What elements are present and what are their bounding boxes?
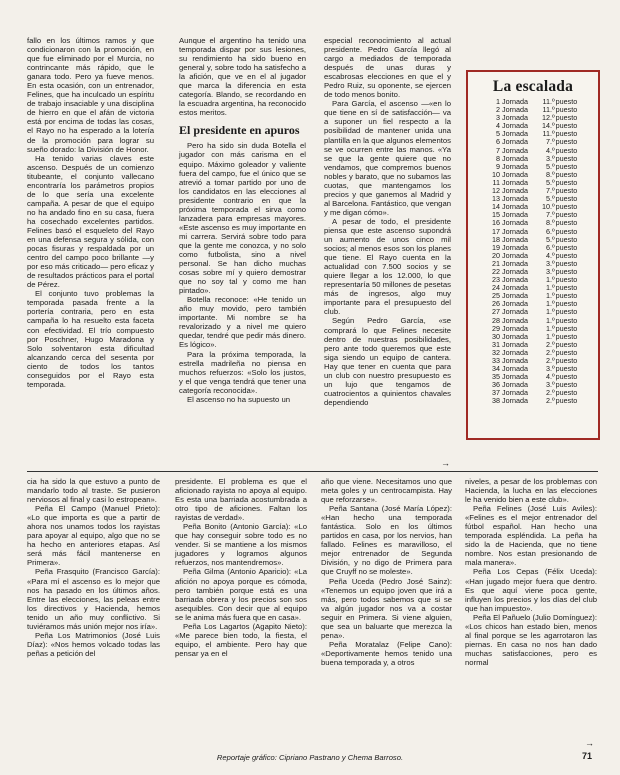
matchday-label: Jornada bbox=[502, 105, 528, 115]
paragraph: fallo en los últimos ramos y que condicionaron con la promoción, en que fue eliminado por el Murcia, no contrincante más rápido, que le ganara todo. Pero ya fueve menos. En esta ocasión, con un entrenador, Felines, que ha inculcado un espíritu de trabajo insaciable y una disciplina de hierro en que el afán de victoria está por encima de todas las cosas, el Rayo no ha esperado a la lotería de la promoción para lograr su sueño dorado: la División de Honor. bbox=[27, 36, 154, 154]
position-value: 14.º bbox=[542, 121, 555, 131]
paragraph: Peña Los Matrimonios (José Luis Díaz): «Nos hemos volcado todas las peñas a petición del bbox=[27, 630, 160, 658]
matchday-number: 19 bbox=[492, 242, 500, 252]
position-value: 12.º bbox=[542, 113, 555, 123]
matchday-label: Jornada bbox=[502, 266, 528, 276]
position-value: 5.º bbox=[546, 194, 555, 204]
position-label: puesto bbox=[555, 186, 578, 196]
position-label: puesto bbox=[555, 299, 578, 309]
matchday-number: 12 bbox=[492, 186, 500, 196]
matchday-number: 38 bbox=[492, 396, 500, 406]
paragraph: Ha tenido varias claves este ascenso. Después de un comienzo titubeante, el conjunto vallecano encontraría los parámetros propios de lo que sería una excelente campaña. A pesar de que el equipo no ha andado fino en su casa, fuera ha cosechado excelentes partidos. Felines basó el esqueleto del Rayo en una defensa segura y sólida, con pocas fisuras y respaldada por un centro del campo poco brillante —y por eso más criticado— pero eficaz y de resultados prácticos para el portal de Pérez. bbox=[27, 153, 154, 290]
paragraph: especial reconocimiento al actual presidente. Pedro García llegó al cargo a mediados de temporada después de unas duras y escabrosas elecciones en que el y Pedro Ruiz, su oponente, se ejercen de todo menos bonito. bbox=[324, 36, 451, 100]
position-value: 1.º bbox=[546, 315, 555, 325]
matchday-number: 35 bbox=[492, 372, 500, 382]
matchday-label: Jornada bbox=[502, 153, 528, 163]
paragraph: Peña Los Lagartos (Agapito Nieto): «Me parece bien todo, la fiesta, el equipo, el ambiente. Pero hay que pensar ya en el bbox=[175, 621, 307, 658]
position-value: 4.º bbox=[546, 145, 555, 155]
position-value: 11.º bbox=[542, 129, 555, 139]
matchday-label: Jornada bbox=[502, 291, 528, 301]
matchday-label: Jornada bbox=[502, 331, 528, 341]
position-value: 8.º bbox=[546, 218, 555, 228]
matchday-label: Jornada bbox=[502, 372, 528, 382]
position-label: puesto bbox=[555, 331, 578, 341]
position-value: 3.º bbox=[546, 258, 555, 268]
matchday-label: Jornada bbox=[502, 242, 528, 252]
paragraph: Peña Felines (José Luis Aviles): «Felines es el mejor entrenador del fútbol español. Han hecho una temporada espléndida. La peña ha sido la de Hacienda, que no tiene nombre. Nos estan presionando de mala manera». bbox=[465, 504, 597, 568]
matchday-number: 21 bbox=[492, 258, 500, 268]
matchday-label: Jornada bbox=[502, 210, 528, 220]
matchday-number: 31 bbox=[492, 339, 500, 349]
article-column-2 bbox=[179, 36, 306, 404]
paragraph: Peña Santana (José María López): «Han hecho una temporada fantástica. Solo en los últimos partidos en casa, por los nervios, han fallado. Felines es maravilloso, el mejor entrenador de Segunda División, y no digo de Primera para que Cruyff no se moleste». bbox=[321, 504, 452, 577]
article-column-3 bbox=[324, 36, 451, 407]
matchday-number: 27 bbox=[492, 307, 500, 317]
position-label: puesto bbox=[555, 218, 578, 228]
position-label: puesto bbox=[555, 283, 578, 293]
la-escalada-box bbox=[466, 70, 600, 440]
position-value: 6.º bbox=[546, 242, 555, 252]
position-value: 1.º bbox=[546, 291, 555, 301]
position-value: 1.º bbox=[546, 307, 555, 317]
fans-column-2 bbox=[175, 477, 307, 658]
position-label: puesto bbox=[555, 153, 578, 163]
position-value: 7.º bbox=[546, 210, 555, 220]
photo-credit: Reportaje gráfico: Cipriano Pastrano y Chema Barroso. bbox=[216, 753, 404, 762]
paragraph: Peña Bonito (Antonio García): «Lo que hay conseguir sobre todo es no vender. Si se mantiene a los mismos jugadores y logramos algunos refuerzos, nos mantendremos». bbox=[175, 522, 307, 568]
paragraph: Aunque el argentino ha tenido una temporada dispar por sus lesiones, su rendimiento ha sido bueno en general y, sobre todo ha satisfecho a la afición, que ve en el al jugador que marca la diferencia en esta categoría. Blando, se recordando en la escuadra argentina, ha reconocido estos meritos. bbox=[179, 36, 306, 118]
position-label: puesto bbox=[555, 388, 578, 398]
matchday-number: 26 bbox=[492, 299, 500, 309]
matchday-number: 24 bbox=[492, 283, 500, 293]
matchday-number: 5 bbox=[496, 129, 500, 139]
position-label: puesto bbox=[555, 356, 578, 365]
position-value: 11.º bbox=[542, 105, 555, 115]
matchday-number: 4 bbox=[496, 121, 500, 131]
position-value: 3.º bbox=[546, 364, 555, 374]
position-label: puesto bbox=[555, 339, 578, 349]
position-value: 5.º bbox=[546, 234, 555, 244]
paragraph: Pero ha sido sin duda Botella el jugador con más carisma en el equipo. Máximo goleador y valiente fuera del campo, fue el único que se atrevió a tomar partido por uno de los candidatos en las elecciones al presidente contrario en que la próxima temporada el sirva como lanzadera para empresas mayores. «Este ascenso es muy importante en mi carrera. Servirá sobre todo para que la gente me conozca, y no solo como futbolista, sino a nivel personal. Se han dicho muchas cosas sobre mí y quiero demostrar que no soy tal y como me han pintado». bbox=[179, 141, 306, 296]
matchday-number: 16 bbox=[492, 218, 500, 228]
matchday-number: 6 bbox=[496, 137, 500, 147]
position-label: puesto bbox=[555, 396, 578, 406]
position-label: puesto bbox=[555, 234, 578, 244]
position-value: 3.º bbox=[546, 153, 555, 163]
matchday-number: 17 bbox=[492, 226, 500, 236]
matchday-label: Jornada bbox=[502, 356, 528, 365]
paragraph: Peña El Pañuelo (Julio Domínguez): «Los chicos han estado bien, menos al final porque se les agarrotaron las piernas. En casa no nos han dado muchas satisfacciones, pero es normal bbox=[465, 612, 597, 667]
position-label: puesto bbox=[555, 364, 578, 374]
matchday-number: 7 bbox=[496, 145, 500, 155]
paragraph: presidente. El problema es que el aficionado rayista no apoya al equipo. Es esta una barriada acostumbrada a otro tipo de aficiones. Faltan los rayistas de verdad». bbox=[175, 477, 307, 523]
matchday-number: 3 bbox=[496, 113, 500, 123]
position-label: puesto bbox=[555, 210, 578, 220]
position-value: 6.º bbox=[546, 226, 555, 236]
continue-arrow-top: → bbox=[441, 458, 450, 468]
position-label: puesto bbox=[555, 161, 578, 171]
matchday-number: 28 bbox=[492, 315, 500, 325]
position-label: puesto bbox=[555, 291, 578, 301]
position-value: 2.º bbox=[546, 356, 555, 365]
matchday-number: 36 bbox=[492, 380, 500, 390]
matchday-number: 30 bbox=[492, 331, 500, 341]
paragraph: Según Pedro García, «se comprará lo que Felines necesite dentro de nuestras posibilidades, pero ante todo queremos que este siga siendo un equipo de cantera. Hay que tener en cuenta que para un club con nuestro presupuesto es un lujo que tengamos de cuatrocientos a quinientos chavales dependiendo bbox=[324, 316, 451, 407]
matchday-number: 18 bbox=[492, 234, 500, 244]
section-divider bbox=[27, 471, 598, 472]
position-label: puesto bbox=[555, 113, 578, 123]
matchday-label: Jornada bbox=[502, 194, 528, 204]
position-label: puesto bbox=[555, 129, 578, 139]
position-label: puesto bbox=[555, 266, 578, 276]
matchday-label: Jornada bbox=[502, 380, 528, 390]
matchday-number: 22 bbox=[492, 266, 500, 276]
matchday-label: Jornada bbox=[502, 218, 528, 228]
matchday-label: Jornada bbox=[502, 250, 528, 260]
position-value: 1.º bbox=[546, 331, 555, 341]
position-value: 8.º bbox=[546, 169, 555, 179]
position-value: 10.º bbox=[542, 202, 555, 212]
position-label: puesto bbox=[555, 137, 578, 147]
position-value: 7.º bbox=[546, 137, 555, 147]
paragraph: cia ha sido la que estuvo a punto de mandarlo todo al traste. Se pusieron nerviosos al final y casi lo estropean». bbox=[27, 477, 160, 505]
paragraph: Para García, el ascenso —«en lo que tiene en sí de satisfacción— va a suponer un fiel respecto a la posibilidad de mantener unida una plantilla en la que algunos elementos se ve ocurren entre las manos. «Ya se que la gente quiere que no vendamos, que compremos buenos nobles y barato, que no subamos las cuotas, que mantengamos los precios y que ganemos al Madrid y al Barcelona. Fantástico, que vengan y me digan cómo». bbox=[324, 99, 451, 217]
position-label: puesto bbox=[555, 169, 578, 179]
position-value: 4.º bbox=[546, 372, 555, 382]
matchday-label: Jornada bbox=[502, 121, 528, 131]
matchday-number: 34 bbox=[492, 364, 500, 374]
fans-column-4 bbox=[465, 477, 597, 667]
matchday-number: 13 bbox=[492, 194, 500, 204]
position-value: 4.º bbox=[546, 250, 555, 260]
matchday-number: 15 bbox=[492, 210, 500, 220]
position-value: 5.º bbox=[546, 177, 555, 187]
position-label: puesto bbox=[555, 315, 578, 325]
position-label: puesto bbox=[555, 307, 578, 317]
matchday-label: Jornada bbox=[502, 364, 528, 374]
matchday-number: 37 bbox=[492, 388, 500, 398]
position-label: puesto bbox=[555, 372, 578, 382]
fans-column-3 bbox=[321, 477, 452, 667]
matchday-label: Jornada bbox=[502, 275, 528, 285]
standings-row bbox=[486, 397, 577, 405]
paragraph: El conjunto tuvo problemas la temporada pasada frente a la portería contraria, pero en esta campaña lo ha resuelto esta faceta con efectividad. El trío compuesto por Poschner, Hugo Maradona y Solo solventaron esta dificultad alcanzando cerca del sesenta por ciento de todos los tantos conseguidos por el Rayo esta temporada. bbox=[27, 289, 154, 389]
position-value: 1.º bbox=[546, 299, 555, 309]
matchday-label: Jornada bbox=[502, 234, 528, 244]
position-value: 2.º bbox=[546, 388, 555, 398]
position-label: puesto bbox=[555, 121, 578, 131]
paragraph: El ascenso no ha supuesto un bbox=[187, 394, 291, 404]
position-value: 2.º bbox=[546, 396, 555, 406]
matchday-label: Jornada bbox=[502, 137, 528, 147]
matchday-label: Jornada bbox=[502, 307, 528, 317]
position-label: puesto bbox=[555, 258, 578, 268]
paragraph: niveles, a pesar de los problemas con Hacienda, la lucha en las elecciones le ha venido bien a este club». bbox=[465, 477, 597, 505]
matchday-label: Jornada bbox=[502, 226, 528, 236]
matchday-label: Jornada bbox=[502, 339, 528, 349]
matchday-label: Jornada bbox=[502, 97, 528, 106]
position-value: 7.º bbox=[546, 186, 555, 196]
standings-table bbox=[486, 98, 577, 406]
matchday-number: 9 bbox=[496, 161, 500, 171]
matchday-number: 1 bbox=[496, 97, 500, 106]
matchday-number: 20 bbox=[492, 250, 500, 260]
position-label: puesto bbox=[555, 242, 578, 252]
paragraph: Peña Frasquito (Francisco García): «Para mí el ascenso es lo mejor que nos ha pasado en los últimos años. Entre las elecciones, las peleas entre los directivos y Hacienda, hemos tenido un año muy conflictivo. Si tuviéramos más unión mejor nos iría». bbox=[27, 567, 160, 631]
position-label: puesto bbox=[555, 97, 578, 106]
matchday-number: 23 bbox=[492, 275, 500, 285]
continue-arrow-bottom: → bbox=[585, 738, 594, 748]
position-label: puesto bbox=[555, 380, 578, 390]
position-value: 3.º bbox=[546, 380, 555, 390]
paragraph: Botella reconoce: «He tenido un año muy movido, pero también importante. Mi nombre se ha revalorizado y a nivel me quiero quedar, tendré que pedir más dinero. Es lógico». bbox=[179, 295, 306, 350]
matchday-number: 11 bbox=[492, 177, 500, 187]
paragraph: Peña El Campo (Manuel Prieto): «Lo que importa es que a partir de ahora nos unamos todos los rayistas para apoyar al equipo, algo que no se ha hecho en anteriores etapas. Así será más fácil mantenerse en Primera». bbox=[27, 504, 160, 568]
matchday-label: Jornada bbox=[502, 186, 528, 196]
position-label: puesto bbox=[555, 323, 578, 333]
position-label: puesto bbox=[555, 177, 578, 187]
section-heading: El presidente en apuros bbox=[179, 123, 300, 138]
matchday-number: 14 bbox=[492, 202, 500, 212]
position-label: puesto bbox=[555, 202, 578, 212]
matchday-label: Jornada bbox=[502, 396, 528, 406]
paragraph: Peña Los Cepas (Félix Uceda): «Han jugado mejor fuera que dentro. Es que aquí viene poca gente, influyen los precios y los días del club que han impuesto». bbox=[465, 567, 597, 613]
position-label: puesto bbox=[555, 194, 578, 204]
matchday-label: Jornada bbox=[502, 299, 528, 309]
position-value: 1.º bbox=[546, 275, 555, 285]
position-value: 5.º bbox=[546, 161, 555, 171]
matchday-number: 8 bbox=[496, 153, 500, 163]
matchday-label: Jornada bbox=[502, 388, 528, 398]
matchday-number: 25 bbox=[492, 291, 500, 301]
paragraph: año que viene. Necesitamos uno que meta goles y un centrocampista. Hay que reforzarse». bbox=[321, 477, 452, 505]
matchday-label: Jornada bbox=[502, 161, 528, 171]
position-value: 1.º bbox=[546, 283, 555, 293]
matchday-label: Jornada bbox=[502, 347, 528, 357]
position-label: puesto bbox=[555, 145, 578, 155]
matchday-label: Jornada bbox=[502, 283, 528, 293]
position-label: puesto bbox=[555, 105, 578, 115]
matchday-label: Jornada bbox=[502, 315, 528, 325]
position-label: puesto bbox=[555, 275, 578, 285]
matchday-label: Jornada bbox=[502, 177, 528, 187]
page-number: 71 bbox=[582, 751, 593, 761]
position-value: 1.º bbox=[546, 323, 555, 333]
matchday-label: Jornada bbox=[502, 113, 528, 123]
matchday-label: Jornada bbox=[502, 323, 528, 333]
position-label: puesto bbox=[555, 347, 578, 357]
matchday-label: Jornada bbox=[502, 258, 528, 268]
position-value: 2.º bbox=[546, 339, 555, 349]
position-value: 3.º bbox=[546, 266, 555, 276]
matchday-label: Jornada bbox=[502, 169, 528, 179]
matchday-number: 33 bbox=[492, 356, 500, 365]
paragraph: Peña Moratalaz (Felipe Cano): «Deportivamente hemos tenido una buena temporada y, a otros bbox=[321, 639, 452, 667]
paragraph: Para la próxima temporada, la estrella madrileña no piensa en muchos refuerzos: «Solo los justos, y el que venga tendrá que tener una categoría reconocida». bbox=[179, 349, 306, 395]
matchday-label: Jornada bbox=[502, 129, 528, 139]
article-column-1 bbox=[27, 36, 154, 389]
matchday-number: 10 bbox=[492, 169, 500, 179]
fans-column-1 bbox=[27, 477, 160, 658]
matchday-number: 2 bbox=[496, 105, 500, 115]
matchday-label: Jornada bbox=[502, 202, 528, 212]
position-label: puesto bbox=[555, 250, 578, 260]
matchday-number: 32 bbox=[492, 347, 500, 357]
position-label: puesto bbox=[555, 226, 578, 236]
sidebar-title: La escalada bbox=[492, 78, 574, 95]
position-value: 11.º bbox=[542, 97, 555, 106]
paragraph: Peña Uceda (Pedro José Sainz): «Tenemos un equipo joven que irá a más, pero todos sabemos que si se va algún jugador nos va a costar seguir en Primera. Si viene alguien, que sea un baluarte que merezca la pena». bbox=[321, 576, 452, 640]
position-value: 2.º bbox=[546, 347, 555, 357]
matchday-number: 29 bbox=[492, 323, 500, 333]
paragraph: A pesar de todo, el presidente piensa que este ascenso supondrá un aumento de unos cinco mil socios; al menos esos son los planes que tiene. El Rayo cuenta en la actualidad con 7.500 socios y se quiere llegar a los 12.000, lo que representaría 50 millones de pesetas más de ingresos, algo muy importante para el presupuesto del club. bbox=[324, 216, 451, 317]
matchday-label: Jornada bbox=[502, 145, 528, 155]
paragraph: Peña Gilma (Antonio Aparicio): «La afición no apoya porque es cómoda, pero también porque está es una barriada obrera y los precios son sos asequibles. Con decir que al equipo se le anima más fuera que en casa». bbox=[175, 567, 307, 622]
